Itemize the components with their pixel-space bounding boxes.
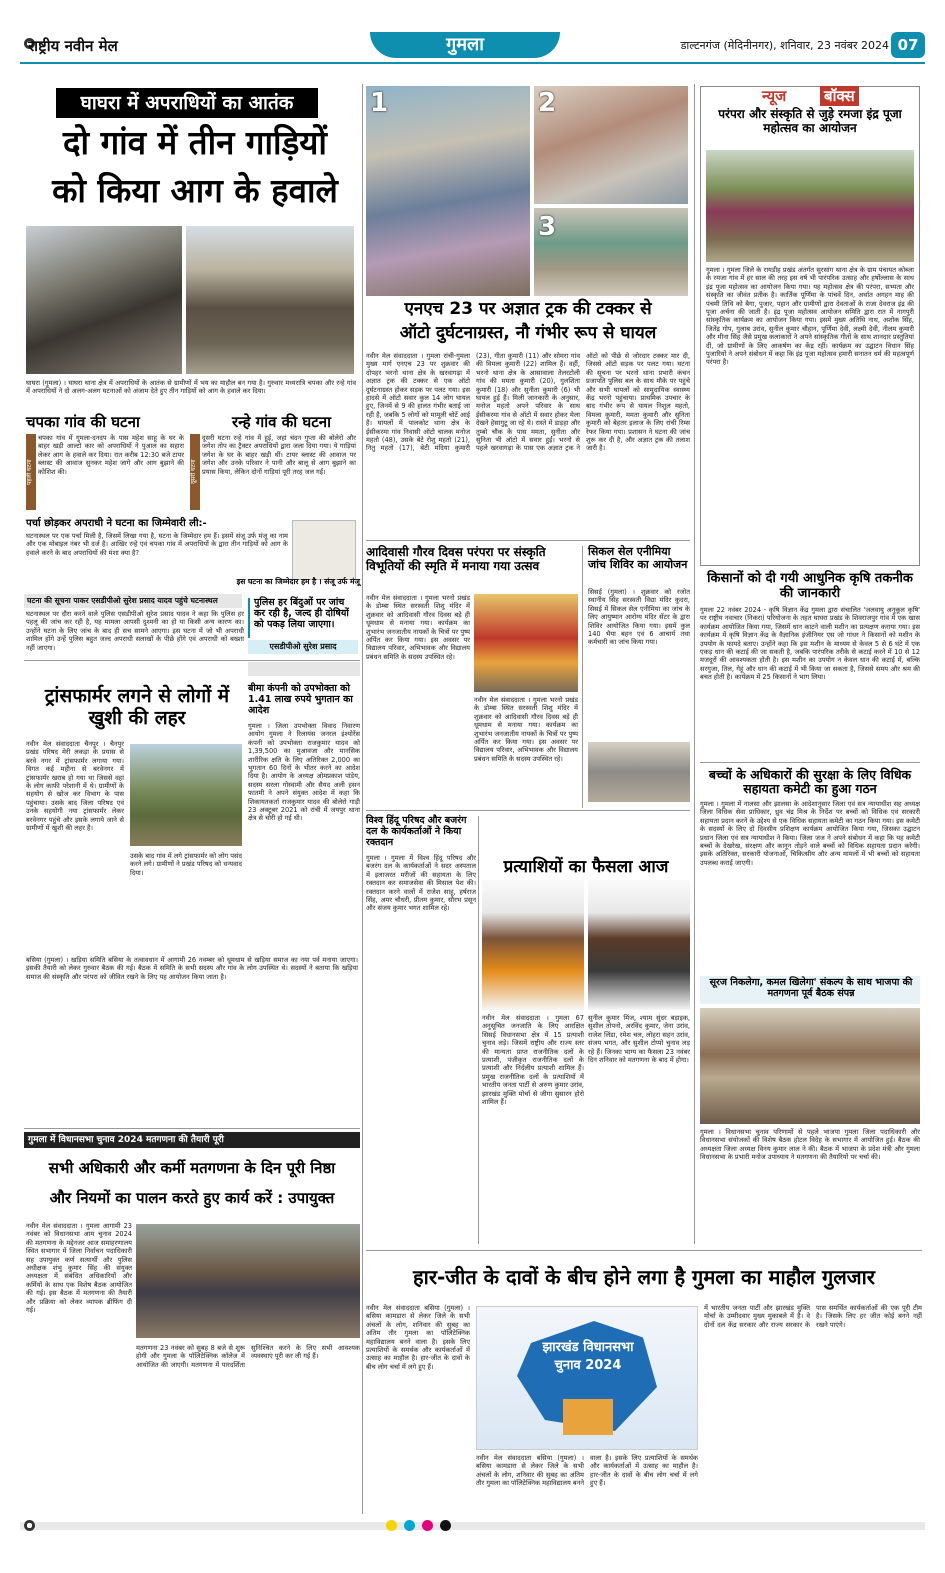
farmers-title: किसानों को दी गयी आधुनिक कृषि तकनीक की जानकारी [707, 571, 913, 601]
election-text-2: मतगणना 23 नवंबर को सुबह 8 बजे से शुरू होगी और गुमला के पॉलिटेक्निक कॉलेज में आयोजित की जाएगी। मतगणना में पारदर्शिता सुनिश्चित करने के लिए सभी आवश्यक व्यवस्थाएं पूरी कर ली गई हैं। [136, 1344, 360, 1369]
photo-number-3: 3 [538, 212, 557, 242]
vhp-text: गुमला । गुमला में विश्व हिंदू परिषद और बजरंग दल के कार्यकर्ताओं ने सदर अस्पताल में इलाजरत मरीजों की सहायता के लिए रक्तदान कर समाजसेवा की मिसाल पेश की। रक्तदान करने वालों में राजेश साहू, हर्षराज सिंह, अमर चौधरी, प्रीतम कुमार, सौरभ प्रसून और संजय कुमार भगत शामिल रहे। [366, 854, 476, 913]
lead-kicker: घाघरा में अपराधियों का आतंक [56, 88, 318, 118]
sickle-title: सिकल सेल एनीमिया जांच शिविर का आयोजन [588, 545, 688, 571]
color-swatch-cyan [404, 1520, 415, 1531]
photo-number-2: 2 [538, 88, 557, 118]
burnt-vehicle-photo [186, 226, 354, 374]
news-box-tag-1: न्यूज [762, 87, 787, 105]
page-number: 07 [891, 32, 925, 58]
quote-bar [248, 598, 250, 638]
sdpo-text: घटनास्थल पर दौरा करने वाले पुलिस एसडीपीओ सुरेश प्रसाद यादव ने कहा कि पुलिस हर पहलू की जांच कर रही है, यह मामला आपसी दुश्मनी का हो या किसी अन्य कारण का। उन्होंने घटना के लिए जांच के बाद ही सच सामने आएगा। इस घटना में जो भी अपराधी शामिल होंगे उन्हें पुलिस बहुत जल्द अपराधी सलाखों के पीछे होंगे एवं अपराधी को बख्शा नहीं जाएगा। [26, 610, 244, 652]
accident-photo-2 [534, 86, 688, 204]
news-box-tag-2: बॉक्स [820, 86, 859, 106]
accident-text: नवीन मेल संवाददाता । गुमला रांची-गुमला मुख्य मार्ग एनएच 23 पर शुक्रवार की दोपहर भरनो थाना क्षेत्र के खरवागढ़ा में अज्ञात ट्रक की टक्कर से एक ऑटो दुर्घटनाग्रस्त होकर सड़क पर पलट गया। इस हादसे में ऑटो सवार कुल 14 लोग घायल हुए, जिनमें से 9 की हालत गंभीर बताई जा रही है, जबकि 5 लोगों को मामूली चोटें आई हैं। घायलों में पालकोट थाना क्षेत्र के ईसीकरमा गांव निवासी ऑटो चालक मनोज महतो (48), उसके बेटे रोशु महतो (21), नितु महतो (17), बेटी मंदिया कुमारी (23), गीता कुमारी (11) और सोमरा गांव की विमला कुमारी (22) शामिल हैं। वहीं, भरनो थाना क्षेत्र के आसावाला तेलरटोली गांव की ममता कुमारी (20), गुलशिता कुमारी (18) और सुनीता कुमारी (6) भी घायल हुई हैं। मिली जानकारी के अनुसार, मनोज महतो अपने परिवार के साथ ईसीकरमा गांव से ऑटो में सवार होकर मेला देखने हेसागुटू जा रहे थे। रास्ते में डाड़हा और तुम्बो चौक के पास ममता, सुनीता और सुनिता भी ऑटो में सवार हुईं। भरनो से पहले खरवागढ़ा के पास एक अज्ञात ट्रक ने ऑटो को पीछे से जोरदार टक्कर मार दी, जिससे ऑटो सड़क पर पलट गया। घटना की सूचना पर भरनो थाना प्रभारी कंचन प्रजापति पुलिस बल के साथ मौके पर पहुंचे और सभी घायलों को सामुदायिक स्वास्थ्य केंद्र भरनो पहुंचाया। प्राथमिक उपचार के बाद गंभीर रूप से घायल निशुल महतो, विमला कुमारी, ममता कुमारी और सुनिता कुमारी को बेहतर इलाज के लिए रांची रिम्स रेफर किया गया। प्रशासन ने घटना की जांच शुरू कर दी है, और अज्ञात ट्रक की तलाश जारी है। [366, 352, 690, 453]
pull-quote: पुलिस हर बिंदुओं पर जांच कर रही है, जल्द ही दोषियों को पकड़ लिया जाएगा। [254, 597, 349, 630]
page-header [20, 32, 925, 62]
election-kicker: गुमला में विधानसभा चुनाव 2024 मतगणना की तैयारी पूरी [24, 1132, 360, 1148]
insurance-band [248, 662, 360, 676]
leaflet-photo [292, 520, 356, 580]
election-title-2: और नियमों का पालन करते हुए कार्य करें : उपायुक्त [49, 1189, 335, 1207]
accident-photo-1 [366, 86, 530, 296]
tribal-text-2: नवीन मेल संवाददाता । गुमला भरनो प्रखंड के डोम्बा स्थित सरस्वती शिशु मंदिर में शुक्रवार को आदिवासी गौरव दिवस बड़े ही धूमधाम से मनाया गया। कार्यक्रम का शुभारंभ जनजातीय नायकों के चित्रों पर पुष्प अर्पित कर किया गया। इस अवसर पर विद्यालय परिवार, अभिभावक और विद्यालय प्रबंधन समिति के सदस्य उपस्थित रहे। [474, 696, 578, 763]
farmers-text: गुमला 22 नवंबर 2024 - कृषि विज्ञान केंद्र गुमला द्वारा संचालित 'जलवायु अनुकूल कृषि' पर राष्ट्रीय नवाचार (निकरा) परियोजना के तहत घाघरा प्रखंड के शिवराजपुर गांव में एक खास कार्यक्रम आयोजित किया गया, जिसमें धान काटने वाली मशीन का प्रत्यक्षण कराया गया। इस कार्यक्रम में कृषि विज्ञान केंद्र के वैज्ञानिक इंजीनियर एस जो गांधर ने किसानों को मशीन के उपयोग के फायदे बताए। उन्होंने कहा कि इस मशीन के माध्यम से केवल 5 से 6 घंटे में एक एकड़ धान की कटाई की जा सकती है, जबकि पारंपरिक तरीके से कटाई करने में 10 से 12 मजदूरों की आवश्यकता होती है। इस मशीन का उपयोग न केवल धान की कटाई में, बल्कि सरगुजा, तिल, गेहूं और धान की कटाई में भी किया जा सकता है, जिससे समय और श्रम की बचत होती है। कार्यक्रम में 25 किसानों ने भाग लिया। [700, 606, 920, 682]
chapka-text: चपका गांव में गुमला-दनदप के पास महेश साहू के घर के बाहर खड़ी आल्टो कार को अपराधियों ने पुआल का सहारा लेकर आग के हवाले कर दिया। रात करीब 12:30 बजे टायर ब्लास्ट की आवाज सुनकर महेश जागे और आग बुझाने की कोशिश की। [38, 434, 184, 476]
tribal-title: आदिवासी गौरव दिवस परंपरा पर संस्कृति विभूतियों की स्मृति में मनाया गया उत्सव [366, 545, 546, 573]
child-text: गुमला । गुमला में नालसा और झालसा के आदेशानुसार जिला एवं सत्र न्यायाधीश सह अध्यक्ष जिला विधिक सेवा प्राधिकार, ध्रुव चंद्र मिश्र के निर्देश पर बच्चों को विधिक एवं सरकारी सहायता प्रदान करने के उद्देश्य से एक विधिक सहायता कमेटी का गठन किया गया। इस कमेटी के सदस्यों के लिए दो दिवसीय प्रशिक्षण कार्यक्रम आयोजित किया गया, जिसका उद्घाटन प्रधान जिला एवं सत्र न्यायाधीश ने किया। जिला जज ने अपने संबोधन में कहा कि यह कमेटी बच्चों के देखरेख, संरक्षण और कानून तोड़ने वाले बच्चों को विधिक सहायता प्रदान करेगी। इसके अतिरिक्त, सरकारी योजनाओं, चिकित्सीय और अन्य मामलों में भी बच्चों को सहायता उपलब्ध कराई जाएगी। [700, 800, 920, 867]
dateline: डाल्टनगंज (मेदिनीनगर), शनिवार, 23 नवंबर 2024 [680, 39, 889, 52]
tribal-photo [474, 594, 578, 692]
sdpo-head: घटना की सूचना पाकर एसडीपीओ सुरेश प्रसाद यादव पहुंचे घटनास्थल [24, 594, 242, 608]
burnt-car-photo [26, 226, 182, 374]
color-swatch-magenta [422, 1520, 433, 1531]
bjp-meeting-photo [700, 1008, 920, 1124]
insurance-title: बीमा कंपनी को उपभोक्ता को 1.41 लाख रुपये भुगतान का आदेश [248, 683, 353, 716]
news-box-text: गुमला । गुमला जिले के रायडीह प्रखंड अंतर्गत सुरसांग थाना क्षेत्र के ग्राम पंचायत कोब्जा के रमजा गांव में हर साल की तरह इस वर्ष भी पारंपरिक उत्साह और हर्षोल्लास के साथ इंद्र पूजा महोत्सव का आयोजन किया गया। यह महोत्सव क्षेत्र की परंपरा, सभ्यता और संस्कृति का जीवंत प्रतीक है। कार्तिक पूर्णिमा के पांचवें दिन, अर्थात अगहन माह की पंचमी तिथि को बैगा, पुजार, पहान और ग्रामीणों द्वारा देवताओं के राजा देवराज इंद्र की पूजा अर्चना की जाती है। इंद्र पूजा महोत्सव आयोजन समिति द्वारा रात में नागपुरी सांस्कृतिक कार्यक्रम का आयोजन किया गया। इसमें मुख्य अतिथि नाथ, अशोक सिंह, जितेंद्र गोप, गुलाब उरांव, सुनील कुमार चौहान, पूर्णिमा देवी, लक्ष्मी देवी, नीलम कुमारी और मीना सिंह जैसे प्रमुख कलाकारों ने अपने सांस्कृतिक गीतों के साथ शानदार प्रस्तुतियां दीं, जो ग्रामीणों के लिए आकर्षण का केंद्र रहीं। कार्यक्रम का उद्घाटन विधान सिंह पुजारियों ने अपने संबोधन में कहा कि इंद्र पूजा महोत्सव हमारी सनातन धर्म की महत्वपूर्ण परंपरा है। [706, 266, 914, 367]
color-swatch-black [440, 1520, 451, 1531]
side-label-1: पहली घटना [26, 434, 36, 510]
transformer-text: नवीन मेल संवाददाता चैनपुर । चैनपुर प्रखंड परिषद मेरी लकड़ा के प्रयास से बरवे नगर में ट्रांसफार्मर लगाया गया। विगत कई महीना से बरवेनगर में ट्रांसफार्मर खराब हो गया था जिससे वहां के लोग काफी परेशानी में थे। ग्रामीणों के सहयोग से खोज कर विभाग के पास पहुंचाया। उसके बाद जिला परिषद एवं उनके सहयोगी नया ट्रांसफार्मर लेकर बरवेनगर पहुंचे और इसके लगाये जाने से ग्रामीणों में खुशी की लहर है। [26, 740, 124, 833]
side-label-2: दूसरी घटना [190, 434, 200, 510]
note-head: पर्चा छोड़कर अपराधी ने घटना का जिम्मेवारी ली:- [26, 518, 207, 529]
candidate-photo-1 [482, 880, 584, 1010]
header-rule [20, 62, 925, 64]
footer-bar [20, 1522, 925, 1530]
accident-title-2: ऑटो दुर्घटनाग्रस्त, नौ गंभीर रूप से घायल [399, 323, 657, 343]
news-box-title: परंपरा और संस्कृति से जुड़े रमजा इंद्र पूजा महोत्सव का आयोजन [718, 107, 902, 135]
candidates-text-2: सुनील कुमार मिंज, श्याम सुंदर बड़ाइक, सुशील तोपनो, अरविंद कुमार, जेना उरांव, राजेश लिंडा, रमेश चल, लोहरा सहन उरांव, संजय भगत, और सुशील टोप्पो चुनाव लड़ रहे हैं। जिनका भाग्य का फैसला 23 नवंबर दिन शनिवार को मतगणना के बाद में होगा। [588, 1014, 690, 1065]
accident-photo-3 [534, 208, 688, 296]
election-poster [476, 1306, 698, 1450]
election-title-1: सभी अधिकारी और कर्मी मतगणना के दिन पूरी निष्ठा [48, 1159, 336, 1177]
section-tab: गुमला [370, 32, 560, 58]
puja-photo [706, 150, 914, 262]
sickle-photo [588, 742, 690, 802]
vhp-title: विश्व हिंदू परिषद और बजरंग दल के कार्यकर्ताओं ने किया रक्तदान [366, 815, 467, 848]
note-quote: इस घटना का जिम्मेदार हम है । संजू उर्फ मंजू [236, 577, 360, 586]
candidates-title: प्रत्याशियों का फैसला आज [503, 857, 669, 877]
transformer-sub: उसके बाद गांव में लगे ट्रांसफार्मर को लोग पसंद करने लगे। ग्रामीणों ने प्रखंड परिषद को धन्यवाद दिया। [130, 852, 242, 877]
ranhe-text: दूसरी घटना रन्हे गांव में हुई, जहां चंदन गुप्ता की बोलेरो और जगेश तोप का ट्रैक्टर अपराधियों द्वारा जला दिया गया। ये गाड़ियां जगेश के घर के बाहर खड़ी थीं। टायर ब्लास्ट की आवाज पर जगेश और उनके परिवार ने पानी और बालू से आग बुझाने का प्रयास किया, लेकिन दोनों गाड़ियां पूरी तरह जल गईं। [202, 434, 356, 476]
pull-credit: एसडीपीओ सुरेश प्रसाद [248, 640, 358, 654]
poster-line-1: झारखंड विधानसभा [542, 1340, 634, 1355]
winloss-text-mid: नवीन मेल संवाददाता बसिया (गुमला) । बसिया कामडारा से लेकर जिले के सभी अंचलों के लोग, शनिवार की सुबह का अंतिम तौर गुमला का पॉलिटेक्निक महाविद्यालय बनने वाला है। इसके लिए प्रत्याशियों के समर्थक और कार्यकर्ताओं में उत्साह का माहौल है। हार-जीत के दावों के बीच लोग चर्चा में लगे हुए हैं। [476, 1454, 698, 1488]
meeting-photo [136, 1224, 360, 1338]
subhead-ranhe: रन्हे गांव की घटना [232, 413, 331, 431]
winloss-title: हार-जीत के दावों के बीच होने लगा है गुमला का माहौल गुलजार [413, 1265, 875, 1289]
lead-title-1: दो गांव में तीन गाड़ियों [63, 123, 327, 162]
assembly-building-icon [563, 1399, 613, 1435]
masthead: राष्ट्रीय नवीन मेल [28, 37, 118, 55]
tribal-text: नवीन मेल संवाददाता । गुमला भरनो प्रखंड के डोम्बा स्थित सरस्वती शिशु मंदिर में शुक्रवार को आदिवासी गौरव दिवस बड़े ही धूमधाम से मनाया गया। कार्यक्रम का शुभारंभ जनजातीय नायकों के चित्रों पर पुष्प अर्पित कर किया गया। इस अवसर पर विद्यालय परिवार, अभिभावक और विद्यालय प्रबंधन समिति के सदस्य उपस्थित रहे। [366, 594, 470, 661]
transformer-photo [130, 744, 242, 846]
child-title: बच्चों के अधिकारों की सुरक्षा के लिए विधिक सहायता कमेटी का हुआ गठन [708, 767, 912, 797]
registration-mark-bottom [24, 1520, 35, 1531]
note-text: घटनास्थल पर एक पर्चा मिली है, जिसमें लिखा गया है, घटना के जिम्मेदार हम हैं। इसमें संजू उर्फ मंजू का नाम और एक मोबाइल नंबर भी दर्ज है। आखिर रन्हे एवं चपका गांव में अपराधियों के द्वारा तीन गाड़ियों को आग के हवाले करने के बाद अपराधियों की मंशा क्या है? [26, 532, 288, 557]
winloss-text-2: में भारतीय जनता पार्टी और झारखंड मुक्ति मोर्चा के उम्मीदवार मुख्य मुकाबले में है। वे दोनों दल केंद्र सरकार और राज्य सरकार के पास समर्थित कार्यकर्ताओं की एक पूरी टीम है। जिसके लिए हर जीत कोई बनने नहीं रखने पाएंगे। [704, 1304, 922, 1329]
election-text: नवीन मेल संवाददाता । गुमला आगामी 23 नवंबर को विधानसभा आम चुनाव 2024 की मतगणना के मद्देनजर आज समाहरणालय स्थित सभागार में जिला निर्वाचन पदाधिकारी सह उपायुक्त कर्ण सत्यार्थी और पुलिस अधीक्षक शंभु कुमार सिंह की संयुक्त अध्यक्षता में संबंधित अधिकारियों और कर्मियों के साथ एक विशेष बैठक आयोजित की गई। इस बैठक में मतगणना की तैयारी और प्रक्रिया को लेकर व्यापक ब्रीफिंग दी गई। [26, 1222, 132, 1315]
candidates-text: नवीन मेल संवाददाता । गुमला 67 अनुसूचित जनजाति के लिए आरक्षित सिसई विधानसभा क्षेत्र में 15 प्रत्याशी चुनाव लड़े। जिसमें राष्ट्रीय और राज्य स्तर की मान्यता प्राप्त राजनीतिक दलों के प्रत्याशी, पंजीकृत राजनीतिक दलों के प्रत्याशी और निर्दलीय प्रत्याशी शामिल हैं। प्रमुख राजनीतिक दलों के प्रत्याशियों में भारतीय जनता पार्टी से अरुण कुमार उरांव, झारखंड मुक्ति मोर्चा से जीगा सुसारन होरो शामिल हैं। [482, 1014, 584, 1107]
sickle-text: सिसई (गुमला) । शुक्रवार को रजोत स्थानीय सिंह सरस्वती विद्या मंदिर कुदरा, सिसई में सिकल सेल एनीमिया का जांच के लिए आयुष्मान आरोग्य मंदिर सेंटर के द्वारा शिविर आयोजित किया गया। इसमें कुल 140 भैया बहन एवं 6 आचार्य तथा कर्मचारी का जांच किया गया। [588, 588, 690, 647]
candidate-photo-2 [588, 880, 690, 1010]
subhead-chapka: चपका गांव की घटना [26, 413, 140, 431]
khadia-text: बसिया (गुमला) । खड़िया समिति बसिया के तत्वावधान में आगामी 26 नवम्बर को धूमधाम से खड़िया समाज का नया पर्व मनाया जाएगा। इसकी तैयारी को लेकर गुरुवार बैठक की गई। बैठक में समिति के सभी सदस्य और गांव के लोग उपस्थित थे। सदस्यों ने बताया कि खड़िया समाज की संस्कृति और परंपरा को जीवित रखने के लिए यह आयोजन किया जाता है। [26, 956, 358, 981]
winloss-text: नवीन मेल संवाददाता बसिया (गुमला) । बसिया कामडारा से लेकर जिले के सभी अंचलों के लोग, शनिवार की सुबह का अंतिम तौर गुमला का पॉलिटेक्निक महाविद्यालय बनने वाला है। इसके लिए प्रत्याशियों के समर्थक और कार्यकर्ताओं में उत्साह का माहौल है। हार-जीत के दावों के बीच लोग चर्चा में लगे हुए हैं। [366, 1304, 470, 1371]
insurance-text: गुमला । जिला उपभोक्ता विवाद निवारण आयोग गुमला ने रिलायंस जनरल इंश्योरेंस कंपनी को उपभोक्ता राजकुमार यादव को 1,39,500 का मुआवजा और मानसिक शारीरिक क्षति के लिए अतिरिक्त 2,000 का भुगतान 60 दिनों के भीतर करने का आदेश दिया है। आयोग के अध्यक्ष ओमप्रकाश पांडेय, सदस्य सरला गोस्वामी और सैयद अली हसन फातमी ने अपने संयुक्त आदेश में कहा कि शिकायतकर्ता राजकुमार यादव की बोलेरो गाड़ी 23 अक्टूबर 2021 को रांची में जयपुर थाना क्षेत्र से चोरी हो गई थी। [248, 722, 360, 823]
color-swatch-yellow [386, 1520, 397, 1531]
transformer-title: ट्रांसफार्मर लगने से लोगों में खुशी की लहर [44, 685, 230, 729]
poster-line-2: चुनाव 2024 [554, 1358, 622, 1373]
accident-title-1: एनएच 23 पर अज्ञात ट्रक की टक्कर से [404, 299, 652, 319]
bjp-text: गुमला । विधानसभा चुनाव परिणामों से पहले भाजपा गुमला जिला पदाधिकारी और विधानसभा संयोजकों की विशेष बैठक होटल विदेह के सभागार में आयोजित हुई। बैठक की अध्यक्षता जिला अध्यक्ष विनय कुमार लाल ने की। बैठक में भाजपा के प्रदेश मंत्री और गुमला विधानसभा के प्रभारी मनोज उपाध्याय ने मतगणना की तैयारियों पर चर्चा की। [700, 1128, 920, 1162]
bjp-title: सूरज निकलेगा, कमल खिलेगा' संकल्प के साथ भाजपा की मतगणना पूर्व बैठक संपन्न [709, 977, 913, 999]
lead-title-2: को किया आग के हवाले [52, 171, 338, 210]
lead-caption: घाघरा (गुमला) । घाघरा थाना क्षेत्र में अपराधियों के आतंक से ग्रामीणों में भय का माहौल बन गया है। गुरुवार मध्यरात्रि चपका और रन्हे गांव में अपराधियों ने दो अलग-अलग घटनाओं को अंजाम देते हुए तीन गाड़ियों को आग के हवाले कर दिया। [26, 379, 356, 396]
photo-number-1: 1 [370, 88, 389, 118]
